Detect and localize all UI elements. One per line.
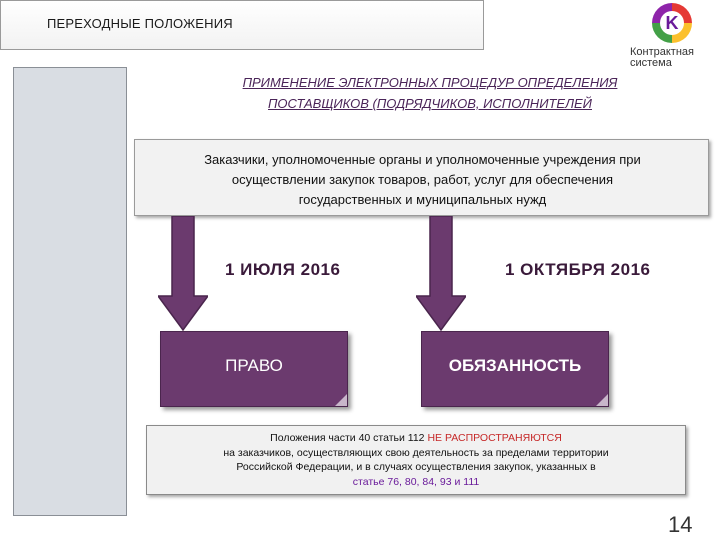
arrow-down-right-icon — [416, 216, 466, 332]
obligation-box-label: ОБЯЗАННОСТЬ — [448, 356, 582, 375]
note-line2: на заказчиков, осуществляющих свою деятельность за пределами территории — [223, 446, 609, 459]
right-box-label: ПРАВО — [225, 356, 283, 375]
subtitle-line2: ПОСТАВЩИКОВ (ПОДРЯДЧИКОВ, ИСПОЛНИТЕЛЕЙ — [268, 96, 592, 111]
customers-line2: осуществлении закупок товаров, работ, услуг для обеспечения — [231, 172, 614, 187]
logo-text — [630, 47, 720, 69]
note-highlight: НЕ РАСПРОСТРАНЯЮТСЯ — [427, 432, 562, 444]
customers-line1: Заказчики, уполномоченные органы и уполномоченные учреждения при — [204, 152, 641, 167]
note-part1: Положения части 40 статьи 112 — [270, 432, 428, 444]
right-box — [160, 331, 348, 407]
page-number: 14 — [668, 512, 693, 537]
arrow-down-left-icon — [158, 216, 208, 332]
page-fold-right — [596, 394, 608, 406]
logo-icon — [652, 3, 692, 43]
subtitle-line1: ПРИМЕНЕНИЕ ЭЛЕКТРОННЫХ ПРОЦЕДУР ОПРЕДЕЛЕНИЯ — [242, 75, 618, 90]
page-title: ПЕРЕХОДНЫЕ ПОЛОЖЕНИЯ — [47, 16, 233, 31]
logo-text-line2: система — [630, 57, 672, 69]
note-line4: статье 76, 80, 84, 93 и 111 — [352, 475, 480, 488]
customers-box — [134, 139, 709, 216]
logo-inner — [660, 11, 684, 35]
date-right: 1 ОКТЯБРЯ 2016 — [505, 260, 651, 279]
header-bar — [0, 0, 484, 50]
date-left: 1 ИЮЛЯ 2016 — [225, 260, 341, 279]
obligation-box — [421, 331, 609, 407]
left-side-panel — [13, 67, 127, 516]
note-line3: Российской Федерации, и в случаях осуществления закупок, указанных в — [236, 461, 596, 473]
note-box — [146, 425, 686, 495]
customers-text — [145, 150, 700, 210]
note-text — [151, 431, 681, 489]
page-fold-left — [335, 394, 347, 406]
logo-letter: K — [665, 13, 679, 33]
slide-subtitle — [150, 72, 710, 114]
customers-line3: государственных и муниципальных нужд — [298, 192, 547, 207]
note-line1 — [151, 431, 681, 446]
logo-text-line1: Контрактная — [630, 46, 694, 58]
